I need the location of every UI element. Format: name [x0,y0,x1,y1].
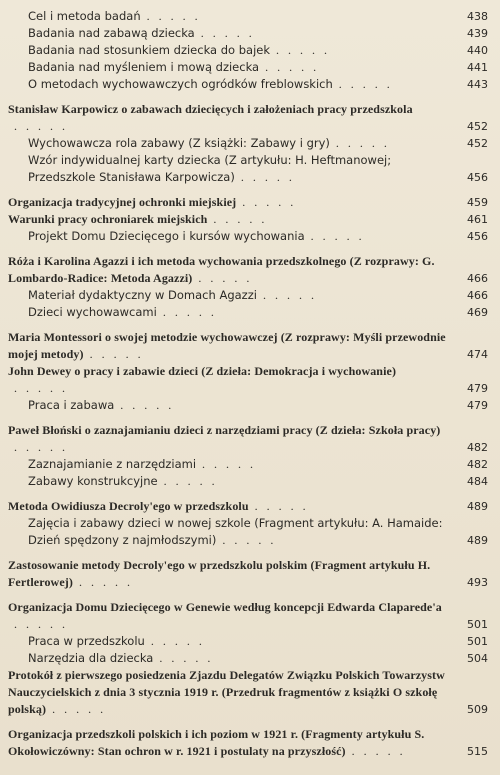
page-number: 501 [467,618,488,631]
leader-dots: . . . . . [248,499,309,513]
leader-dots: . . . . . [140,9,201,23]
leader-dots: . . . . . [8,381,68,395]
entry-title: Zaznajamianie z narzędziami [28,457,197,471]
entry-title: Maria Montessori o swojej metodzie wychowawczej (Z rozprawy: Myśli przewodnie mojej metody) [8,330,446,361]
toc-sub-entry [8,397,490,414]
toc-sub-entry [8,76,490,93]
entry-title: Praca w przedszkolu [28,634,145,648]
page-number: 489 [467,500,488,513]
toc-sub-entry [8,25,490,42]
page-number: 489 [467,534,488,547]
leader-dots: . . . . . [216,533,277,547]
page-number: 443 [467,78,488,91]
entry-title: Organizacja Domu Dziecięcego w Genewie według koncepcji Edwarda Claparede'a [8,600,442,614]
entry-title: Organizacja tradycyjnej ochronki miejskiej [8,195,237,209]
toc-sub-entry [8,633,490,650]
toc-heading-entry [8,498,490,515]
page-number: 479 [467,382,488,395]
page-number: 452 [467,137,488,150]
entry-title: Róża i Karolina Agazzi i ich metoda wychowania przedszkolnego (Z rozprawy: G. Lombardo-Radice: Metoda Agazzi) [8,254,435,285]
page-number: 501 [467,635,488,648]
entry-title: Projekt Domu Dziecięcego i kursów wychowania [28,229,305,243]
leader-dots: . . . . . [270,43,331,57]
entry-title: Metoda Owidiusza Decroly'ego w przedszkolu [8,499,249,513]
toc-sub-entry [8,8,490,25]
toc-heading-entry [8,599,490,633]
leader-dots: . . . . . [194,26,255,40]
leader-dots: . . . . . [196,457,257,471]
page-number: 438 [467,10,488,23]
page-number: 466 [467,289,488,302]
leader-dots: . . . . . [234,170,295,184]
leader-dots: . . . . . [8,617,68,631]
entry-title: Dzieci wychowawcami [28,305,157,319]
entry-title: O metodach wychowawczych ogródków freblowskich [28,77,333,91]
leader-dots: . . . . . [157,474,218,488]
entry-title: Badania nad myśleniem i mową dziecka [28,60,260,74]
page-number: 482 [467,458,488,471]
page-number: 456 [467,230,488,243]
leader-dots: . . . . . [156,305,217,319]
toc-heading-entry [8,194,490,211]
leader-dots: . . . . . [8,119,68,133]
page-number: 441 [467,61,488,74]
toc-heading-entry [8,253,490,287]
toc-sub-entry [8,473,490,490]
leader-dots: . . . . . [192,271,253,285]
leader-dots: . . . . . [236,195,297,209]
leader-dots: . . . . . [329,136,390,150]
toc-sub-entry [8,456,490,473]
toc-sub-entry [8,135,490,152]
leader-dots: . . . . . [304,229,365,243]
page-number: 484 [467,475,488,488]
page-number: 482 [467,441,488,454]
leader-dots: . . . . . [153,651,214,665]
entry-title: Cel i metoda badań [28,9,141,23]
toc-sub-entry [8,515,490,549]
entry-title: Zastosowanie metody Decroly'ego w przedszkolu polskim (Fragment artykułu H. Fertlerowej) [8,558,431,589]
page-number: 466 [467,272,488,285]
leader-dots: . . . . . [332,77,393,91]
leader-dots: . . . . . [256,288,317,302]
toc-sub-entry [8,42,490,59]
toc-heading-entry [8,422,490,456]
page-number: 493 [467,576,488,589]
page-number: 440 [467,44,488,57]
entry-title: Zabawy konstrukcyjne [28,474,158,488]
entry-title: Warunki pracy ochroniarek miejskich [8,212,208,226]
toc-heading-entry [8,211,490,228]
toc-sub-entry [8,650,490,667]
table-of-contents [8,8,490,760]
entry-title: Wychowawcza rola zabawy (Z książki: Zabawy i gry) [28,136,330,150]
entry-title: Stanisław Karpowicz o zabawach dziecięcych i założeniach pracy przedszkola [8,102,413,116]
toc-sub-entry [8,304,490,321]
page-number: 456 [467,171,488,184]
leader-dots: . . . . . [207,212,268,226]
toc-sub-entry [8,152,490,186]
page-number: 474 [467,348,488,361]
toc-heading-entry [8,557,490,591]
toc-sub-entry [8,59,490,76]
leader-dots: . . . . . [83,347,144,361]
leader-dots: . . . . . [114,398,175,412]
toc-heading-entry [8,329,490,363]
page-number: 452 [467,120,488,133]
entry-title: Praca i zabawa [28,398,115,412]
toc-heading-entry [8,101,490,135]
entry-title: Protokół z pierwszego posiedzenia Zjazdu Delegatów Związku Polskich Towarzystw Nauczycielskich z dnia 3 stycznia 1919 r. (Przedruk fragmentów z książki O szkołę polską) [8,668,445,716]
page-number: 439 [467,27,488,40]
entry-title: John Dewey o pracy i zabawie dzieci (Z dzieła: Demokracja i wychowanie) [8,364,397,378]
entry-title: Materiał dydaktyczny w Domach Agazzi [28,288,257,302]
toc-sub-entry [8,287,490,304]
page-number: 515 [467,745,488,758]
toc-heading-entry [8,667,490,718]
leader-dots: . . . . . [8,440,68,454]
entry-title: Organizacja przedszkoli polskich i ich poziom w 1921 r. (Fragmenty artykułu S. Okołowiczówny: Stan ochron w r. 1921 i postulaty na przyszłość) [8,727,425,758]
leader-dots: . . . . . [46,702,107,716]
entry-title: Zajęcia i zabawy dzieci w nowej szkole (Fragment artykułu: A. Hamaide: Dzień spędzony z najmłodszymi) [28,516,443,547]
toc-sub-entry [8,228,490,245]
page-number: 459 [467,196,488,209]
entry-title: Narzędzia dla dziecka [28,651,154,665]
page-number: 479 [467,399,488,412]
leader-dots: . . . . . [144,634,205,648]
entry-title: Badania nad zabawą dziecka [28,26,195,40]
leader-dots: . . . . . [72,575,133,589]
leader-dots: . . . . . [259,60,320,74]
page-number: 461 [467,213,488,226]
page-number: 509 [467,703,488,716]
entry-title: Badania nad stosunkiem dziecka do bajek [28,43,271,57]
entry-title: Wzór indywidualnej karty dziecka (Z artykułu: H. Heftmanowej; Przedszkole Stanisława Karpowicza) [28,153,392,184]
page-number: 469 [467,306,488,319]
page-number: 504 [467,652,488,665]
entry-title: Paweł Błoński o zaznajamianiu dzieci z narzędziami pracy (Z dzieła: Szkoła pracy) [8,423,441,437]
toc-heading-entry [8,363,490,397]
toc-heading-entry [8,726,490,760]
leader-dots: . . . . . [345,744,406,758]
